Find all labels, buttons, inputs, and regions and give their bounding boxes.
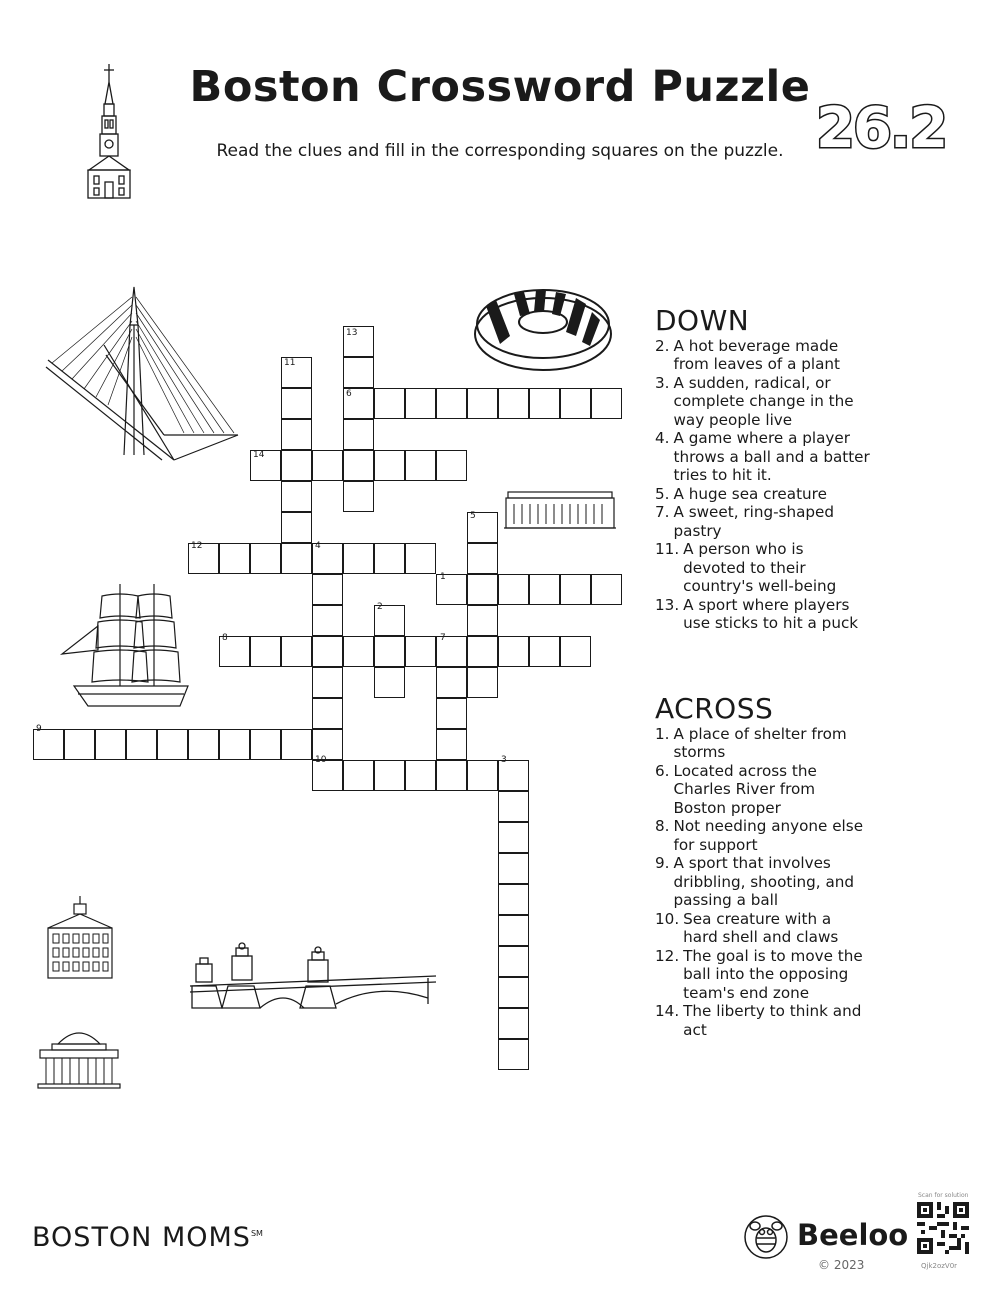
grid-cell[interactable] — [281, 512, 312, 543]
grid-cell[interactable] — [343, 419, 374, 450]
clue-num: 1. — [655, 724, 670, 743]
grid-cell[interactable] — [157, 729, 188, 760]
across-clue-6 — [655, 762, 870, 818]
grid-cell[interactable] — [560, 388, 591, 419]
clue-number-1: 1 — [440, 572, 446, 582]
down-clue-11 — [655, 540, 870, 596]
clue-text: A person who is devoted to their country's well-being — [683, 540, 837, 595]
clue-number-4: 4 — [315, 541, 321, 551]
grid-cell[interactable] — [219, 543, 250, 574]
grid-cell[interactable] — [498, 884, 529, 915]
grid-cell[interactable] — [343, 450, 374, 481]
grid-cell[interactable] — [560, 574, 591, 605]
grid-cell[interactable] — [498, 1039, 529, 1070]
down-clue-2 — [655, 337, 870, 374]
clue-num: 13. — [655, 595, 680, 614]
grid-cell[interactable] — [436, 729, 467, 760]
grid-cell[interactable] — [312, 574, 343, 605]
grid-cell[interactable] — [33, 729, 64, 760]
clue-text: A game where a player throws a ball and a batter tries to hit it. — [673, 429, 870, 484]
grid-cell[interactable] — [188, 543, 219, 574]
clue-text: A place of shelter from storms — [673, 724, 847, 761]
grid-cell[interactable] — [436, 698, 467, 729]
across-clue-10 — [655, 910, 870, 947]
grid-cell[interactable] — [498, 791, 529, 822]
grid-cell[interactable] — [219, 636, 250, 667]
grid-cell[interactable] — [467, 636, 498, 667]
copyright: © 2023 — [818, 1258, 865, 1272]
badge-text: 26.2 — [816, 96, 947, 161]
clue-num: 12. — [655, 946, 680, 965]
clue-num: 5. — [655, 484, 670, 503]
grid-cell[interactable] — [436, 760, 467, 791]
grid-cell[interactable] — [312, 698, 343, 729]
grid-cell[interactable] — [188, 729, 219, 760]
service-mark: SM — [250, 1229, 263, 1238]
across-heading: ACROSS — [655, 692, 774, 725]
clue-text: A sport where players use sticks to hit a puck — [683, 595, 859, 632]
grid-cell[interactable] — [343, 481, 374, 512]
grid-cell[interactable] — [498, 822, 529, 853]
across-clue-14 — [655, 1002, 870, 1039]
grid-cell[interactable] — [498, 853, 529, 884]
grid-cell[interactable] — [374, 388, 405, 419]
grid-cell[interactable] — [250, 729, 281, 760]
grid-cell[interactable] — [498, 760, 529, 791]
grid-cell[interactable] — [281, 481, 312, 512]
clue-number-5: 5 — [470, 511, 476, 521]
across-clue-8 — [655, 817, 870, 854]
grid-cell[interactable] — [405, 760, 436, 791]
clue-num: 7. — [655, 503, 670, 521]
grid-cell[interactable] — [436, 574, 467, 605]
grid-cell[interactable] — [64, 729, 95, 760]
down-clue-7 — [655, 503, 870, 540]
clue-text: The liberty to think and act — [683, 1002, 862, 1039]
grid-cell[interactable] — [312, 450, 343, 481]
grid-cell[interactable] — [281, 450, 312, 481]
page-title: Boston Crossword Puzzle — [189, 62, 811, 112]
grid-cell[interactable] — [343, 543, 374, 574]
clue-number-11: 11 — [284, 358, 296, 368]
grid-cell[interactable] — [312, 760, 343, 791]
clue-num: 9. — [655, 854, 670, 872]
across-clues — [655, 692, 870, 1039]
grid-cell[interactable] — [467, 667, 498, 698]
clue-text: A sweet, ring-shaped pastry — [673, 503, 835, 540]
grid-cell[interactable] — [95, 729, 126, 760]
grid-cell[interactable] — [498, 636, 529, 667]
boston-moms-logo — [32, 1222, 263, 1253]
grid-cell[interactable] — [529, 388, 560, 419]
grid-cell[interactable] — [374, 667, 405, 698]
grid-cell[interactable] — [281, 543, 312, 574]
grid-cell[interactable] — [436, 450, 467, 481]
grid-cell[interactable] — [343, 636, 374, 667]
clue-text: A sudden, radical, or complete change in the way people live — [673, 373, 854, 429]
clue-text: Located across the Charles River from Boston proper — [673, 761, 817, 817]
grid-cell[interactable] — [591, 388, 622, 419]
grid-cell[interactable] — [591, 574, 622, 605]
grid-cell[interactable] — [312, 636, 343, 667]
clue-num: 8. — [655, 817, 670, 835]
grid-cell[interactable] — [281, 419, 312, 450]
down-clue-13 — [655, 596, 870, 633]
grid-cell[interactable] — [281, 357, 312, 388]
down-heading: DOWN — [655, 304, 750, 337]
grid-cell[interactable] — [560, 636, 591, 667]
grid-cell[interactable] — [219, 729, 250, 760]
clue-number-2: 2 — [377, 602, 383, 612]
grid-cell[interactable] — [529, 574, 560, 605]
across-clue-12 — [655, 947, 870, 1003]
clue-num: 4. — [655, 429, 670, 447]
grid-cell[interactable] — [281, 388, 312, 419]
grid-cell[interactable] — [467, 760, 498, 791]
clue-text: Not needing anyone else for support — [673, 817, 864, 854]
grid-cell[interactable] — [312, 543, 343, 574]
grid-cell[interactable] — [374, 605, 405, 636]
grid-cell[interactable] — [374, 543, 405, 574]
grid-cell[interactable] — [374, 760, 405, 791]
grid-cell[interactable] — [467, 388, 498, 419]
grid-cell[interactable] — [436, 636, 467, 667]
clue-number-6: 6 — [346, 389, 352, 399]
clue-num: 11. — [655, 540, 680, 558]
grid-cell[interactable] — [312, 729, 343, 760]
clue-text: A huge sea creature — [673, 484, 827, 503]
down-clues — [655, 304, 870, 633]
down-clue-3 — [655, 374, 870, 430]
grid-cell[interactable] — [374, 636, 405, 667]
clue-number-13: 13 — [346, 328, 358, 338]
clue-number-10: 10 — [315, 755, 327, 765]
down-clue-5 — [655, 485, 870, 504]
beeloo-logo: Beeloo — [797, 1218, 909, 1252]
clue-number-9: 9 — [36, 724, 42, 734]
qr-code-id: Qjk2ozV0r — [921, 1262, 958, 1270]
grid-cell[interactable] — [436, 388, 467, 419]
grid-cell[interactable] — [405, 388, 436, 419]
clue-text: The goal is to move the ball into the opposing team's end zone — [683, 946, 863, 1002]
grid-cell[interactable] — [312, 667, 343, 698]
brand-name: BOSTON MOMS — [32, 1222, 251, 1253]
clue-num: 3. — [655, 373, 670, 392]
clue-text: Sea creature with a hard shell and claws — [683, 909, 839, 946]
grid-cell[interactable] — [467, 543, 498, 574]
grid-cell[interactable] — [250, 450, 281, 481]
grid-cell[interactable] — [374, 450, 405, 481]
grid-cell[interactable] — [436, 667, 467, 698]
scan-label: Scan for solution — [918, 1192, 969, 1199]
across-clue-9 — [655, 854, 870, 910]
grid-cell[interactable] — [498, 915, 529, 946]
clue-number-14: 14 — [253, 450, 265, 460]
clue-text: A hot beverage made from leaves of a plant — [673, 336, 840, 373]
grid-cell[interactable] — [498, 574, 529, 605]
grid-cell[interactable] — [498, 946, 529, 977]
clue-num: 6. — [655, 761, 670, 780]
grid-cell[interactable] — [498, 1008, 529, 1039]
clue-number-8: 8 — [222, 633, 228, 643]
grid-cell[interactable] — [281, 729, 312, 760]
grid-cell[interactable] — [405, 636, 436, 667]
grid-cell[interactable] — [498, 388, 529, 419]
clue-number-3: 3 — [501, 755, 507, 765]
down-clue-4 — [655, 429, 870, 485]
grid-cell[interactable] — [343, 760, 374, 791]
grid-cell[interactable] — [126, 729, 157, 760]
grid-cell[interactable] — [498, 977, 529, 1008]
grid-cell[interactable] — [250, 543, 281, 574]
grid-cell[interactable] — [281, 636, 312, 667]
grid-cell[interactable] — [250, 636, 281, 667]
across-clue-1 — [655, 725, 870, 762]
clue-num: 10. — [655, 909, 680, 928]
qr-code-icon[interactable] — [917, 1202, 969, 1254]
grid-cell[interactable] — [343, 357, 374, 388]
grid-cell[interactable] — [467, 574, 498, 605]
grid-cell[interactable] — [405, 543, 436, 574]
clue-num: 14. — [655, 1002, 680, 1020]
grid-cell[interactable] — [343, 388, 374, 419]
grid-cell[interactable] — [405, 450, 436, 481]
clue-text: A sport that involves dribbling, shooting, and passing a ball — [673, 854, 855, 909]
instructions: Read the clues and fill in the corresponding squares on the puzzle. — [216, 141, 784, 161]
grid-cell[interactable] — [343, 326, 374, 357]
clue-number-7: 7 — [440, 633, 446, 643]
clue-num: 2. — [655, 336, 670, 355]
bee-mascot-icon — [743, 1214, 789, 1260]
grid-cell[interactable] — [529, 636, 560, 667]
grid-cell[interactable] — [467, 512, 498, 543]
clue-number-12: 12 — [191, 541, 203, 551]
grid-cell[interactable] — [312, 605, 343, 636]
grid-cell[interactable] — [467, 605, 498, 636]
